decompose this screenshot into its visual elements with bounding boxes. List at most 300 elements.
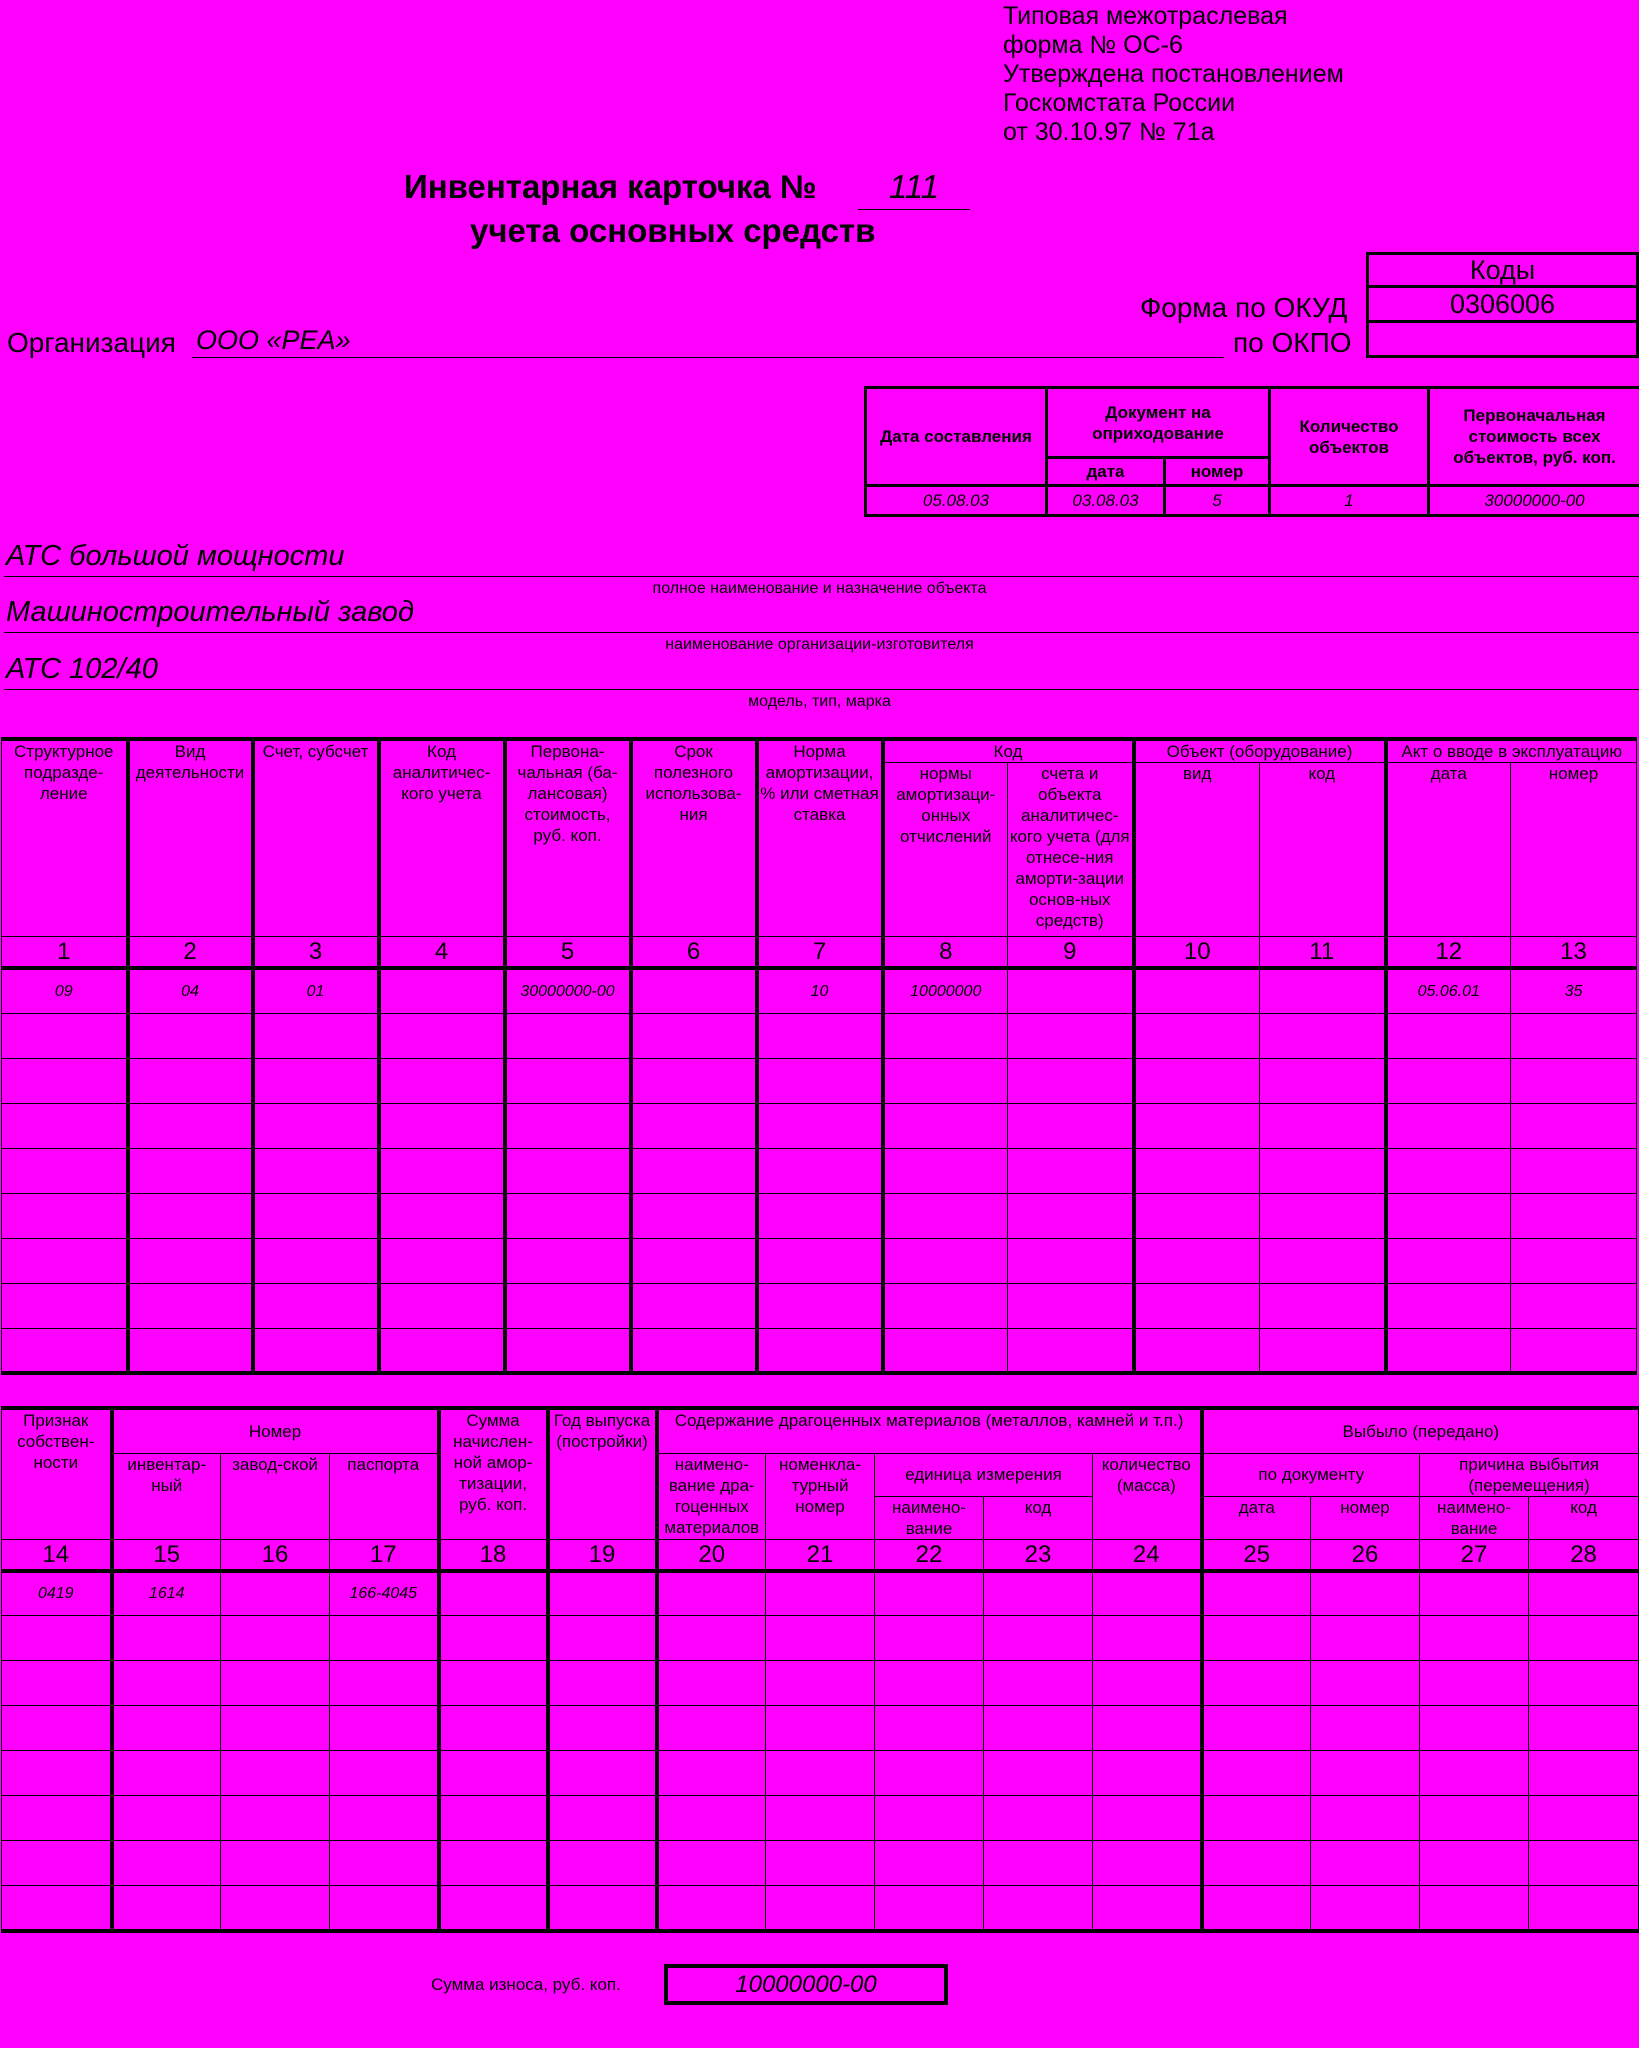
table-cell [766, 1616, 875, 1661]
table-cell [631, 1238, 757, 1283]
title-line2: учета основных средств [470, 212, 876, 249]
table-cell [112, 1886, 221, 1931]
table-row [2, 1661, 1639, 1706]
table-cell [631, 1058, 757, 1103]
t1-col-number: 1 [2, 937, 128, 969]
t2-h-out: Выбыло (передано) [1202, 1408, 1639, 1453]
table-row [2, 1058, 1637, 1103]
col-date-header: Дата составления [866, 388, 1047, 486]
t1-h-c5: Первона-чальная (ба-лансовая) стоимость, руб. коп. [505, 739, 631, 937]
table-cell [1202, 1841, 1311, 1886]
table-cell [1008, 1103, 1134, 1148]
t1-h-kod: Код [883, 739, 1134, 763]
table-cell [1386, 1238, 1511, 1283]
table-cell [2, 1103, 128, 1148]
table-cell [548, 1886, 657, 1931]
t1-col-number: 13 [1511, 937, 1637, 969]
t2-h-c26: номер [1311, 1496, 1420, 1539]
table-row [2, 1706, 1639, 1751]
table-cell [1529, 1796, 1639, 1841]
table-cell [1311, 1886, 1420, 1931]
table-cell [112, 1751, 221, 1796]
col-doc-header: Документ на оприходование [1047, 388, 1270, 458]
table-row [2, 1571, 1639, 1616]
table-cell [657, 1841, 766, 1886]
t2-col-number: 20 [657, 1539, 766, 1571]
table-cell [1134, 1148, 1260, 1193]
table-cell [1260, 968, 1386, 1013]
table-row [2, 1193, 1637, 1238]
table-cell [1420, 1796, 1529, 1841]
object-model-caption: модель, тип, марка [748, 693, 891, 710]
table-cell [657, 1751, 766, 1796]
t2-col-number: 25 [1202, 1539, 1311, 1571]
table-cell [253, 1058, 379, 1103]
table-cell: 04 [128, 968, 253, 1013]
table-cell [2, 1706, 112, 1751]
table-cell [1134, 1103, 1260, 1148]
t2-h-c15: инвентар-ный [112, 1453, 221, 1539]
table-cell [766, 1841, 875, 1886]
t2-h-c14: Признак собствен-ности [2, 1408, 112, 1539]
table-cell [1386, 1328, 1511, 1373]
table-cell [2, 1238, 128, 1283]
t2-col-number: 14 [2, 1539, 112, 1571]
table-cell: 10 [757, 968, 883, 1013]
table-cell [2, 1058, 128, 1103]
table-cell [1511, 1103, 1637, 1148]
t1-h-c9: счета и объекта аналитичес-кого учета (для отнесе-ния аморти-зации основ-ных средств) [1008, 763, 1134, 937]
codes-header: Коды [1368, 254, 1638, 287]
table-cell [1260, 1058, 1386, 1103]
table-cell [1134, 1193, 1260, 1238]
t1-h-obj: Объект (оборудование) [1134, 739, 1386, 763]
table-row [2, 1841, 1639, 1886]
t1-col-number: 4 [379, 937, 505, 969]
t1-col-number: 2 [128, 937, 253, 969]
table-cell [330, 1616, 439, 1661]
table-cell [1511, 1193, 1637, 1238]
t2-h-c28: код [1529, 1496, 1639, 1539]
table-cell [505, 1013, 631, 1058]
table-cell [253, 1238, 379, 1283]
table-cell [631, 1283, 757, 1328]
table-cell: 05.06.01 [1386, 968, 1511, 1013]
header-line: от 30.10.97 № 71а [1003, 118, 1215, 146]
table-cell [1008, 1238, 1134, 1283]
t2-col-number: 27 [1420, 1539, 1529, 1571]
table-cell [330, 1661, 439, 1706]
table-cell [766, 1661, 875, 1706]
header-line: форма № ОС-6 [1003, 31, 1183, 59]
table-cell [1008, 1148, 1134, 1193]
table-cell [439, 1661, 548, 1706]
header-line: Утверждена постановлением [1003, 60, 1344, 88]
table-cell [1008, 1283, 1134, 1328]
table-cell [2, 1013, 128, 1058]
table-cell [112, 1661, 221, 1706]
t2-h-c17: паспорта [330, 1453, 439, 1539]
table-row [2, 1148, 1637, 1193]
table-cell [757, 1283, 883, 1328]
table-cell [1134, 968, 1260, 1013]
table-cell [1511, 1238, 1637, 1283]
wear-label: Сумма износа, руб. коп. [431, 1975, 621, 1994]
table-cell [221, 1796, 330, 1841]
object-name-caption: полное наименование и назначение объекта [652, 580, 987, 597]
table-cell: 0419 [2, 1571, 112, 1616]
table-cell [1420, 1661, 1529, 1706]
t1-col-number: 5 [505, 937, 631, 969]
table-cell [505, 1238, 631, 1283]
table-cell [1093, 1661, 1202, 1706]
t2-h-c20: наимено-вание дра-гоценных материалов [657, 1453, 766, 1539]
table-cell [631, 1148, 757, 1193]
table-cell [2, 1283, 128, 1328]
table-cell [128, 1103, 253, 1148]
table-cell [1529, 1751, 1639, 1796]
table-cell [631, 1103, 757, 1148]
object-maker-underline [4, 632, 1639, 633]
table-cell [1511, 1328, 1637, 1373]
table-cell [875, 1661, 984, 1706]
table-row [2, 1328, 1637, 1373]
table-cell [1008, 968, 1134, 1013]
doc-docnum-value: 5 [1165, 486, 1270, 516]
table-cell [1260, 1193, 1386, 1238]
table-cell [379, 1193, 505, 1238]
table-cell [1529, 1706, 1639, 1751]
table-cell [379, 1238, 505, 1283]
table-cell [883, 1013, 1008, 1058]
table-cell [1260, 1283, 1386, 1328]
table-cell [1008, 1013, 1134, 1058]
table-cell [1529, 1841, 1639, 1886]
table-cell [221, 1616, 330, 1661]
table-cell [1093, 1706, 1202, 1751]
table-cell [766, 1571, 875, 1616]
t2-col-number: 15 [112, 1539, 221, 1571]
table-cell [1529, 1616, 1639, 1661]
table-cell [1093, 1796, 1202, 1841]
t2-h-c27: наимено-вание [1420, 1496, 1529, 1539]
table-cell [1420, 1706, 1529, 1751]
table-cell [657, 1706, 766, 1751]
table-cell [757, 1328, 883, 1373]
table-cell: 09 [2, 968, 128, 1013]
table-cell [631, 1193, 757, 1238]
t1-h-c11: код [1260, 763, 1386, 937]
table-cell [1093, 1841, 1202, 1886]
t2-h-c25: дата [1202, 1496, 1311, 1539]
table-cell [1386, 1283, 1511, 1328]
table-cell [1386, 1058, 1511, 1103]
table-cell [1420, 1841, 1529, 1886]
object-maker: Машиностроительный завод [6, 596, 414, 628]
table-cell: 166-4045 [330, 1571, 439, 1616]
table-cell [1202, 1706, 1311, 1751]
wear-value: 10000000-00 [664, 1964, 948, 2005]
t1-col-number: 7 [757, 937, 883, 969]
table-cell [221, 1886, 330, 1931]
t2-col-number: 19 [548, 1539, 657, 1571]
table-cell [631, 1328, 757, 1373]
table-cell [757, 1148, 883, 1193]
table-cell [757, 1058, 883, 1103]
table-cell [439, 1796, 548, 1841]
t2-col-number: 17 [330, 1539, 439, 1571]
t1-col-number: 9 [1008, 937, 1134, 969]
table-cell [330, 1841, 439, 1886]
table-cell [1202, 1616, 1311, 1661]
table-cell [112, 1616, 221, 1661]
doc-docdate-value: 03.08.03 [1047, 486, 1165, 516]
table-cell [112, 1706, 221, 1751]
table-cell [221, 1661, 330, 1706]
table-cell [2, 1796, 112, 1841]
object-name-underline [4, 576, 1639, 577]
table-cell [439, 1751, 548, 1796]
table-cell [657, 1661, 766, 1706]
table-cell [1511, 1013, 1637, 1058]
table-cell [766, 1751, 875, 1796]
title-prefix: Инвентарная карточка № [404, 168, 817, 205]
table-cell [766, 1886, 875, 1931]
main-table-2 [1, 1406, 1639, 1933]
table-cell [1093, 1571, 1202, 1616]
table-cell [112, 1841, 221, 1886]
table-cell [1386, 1193, 1511, 1238]
col-doc-num-header: номер [1165, 458, 1270, 486]
table-cell [1093, 1751, 1202, 1796]
table-cell [2, 1616, 112, 1661]
t1-h-act: Акт о вводе в эксплуатацию [1386, 739, 1637, 763]
t2-h-unit: единица измерения [875, 1453, 1093, 1496]
table-cell [548, 1751, 657, 1796]
table-cell [2, 1193, 128, 1238]
table-cell [1511, 1058, 1637, 1103]
table-cell [1134, 1058, 1260, 1103]
table-cell [984, 1571, 1093, 1616]
t1-col-number: 8 [883, 937, 1008, 969]
table-cell [1008, 1193, 1134, 1238]
table-cell [1260, 1148, 1386, 1193]
t1-h-c13: номер [1511, 763, 1637, 937]
table-cell [221, 1571, 330, 1616]
object-model: АТС 102/40 [6, 653, 158, 685]
table-row [2, 1751, 1639, 1796]
table-cell [1260, 1238, 1386, 1283]
table-cell [883, 1328, 1008, 1373]
table-cell [1134, 1013, 1260, 1058]
table-cell [757, 1193, 883, 1238]
col-cost-header: Первоначальная стоимость всех объектов, руб. коп. [1429, 388, 1639, 486]
table-cell [128, 1148, 253, 1193]
table-cell [875, 1886, 984, 1931]
card-number: 111 [858, 168, 970, 210]
table-cell [2, 1661, 112, 1706]
table-cell [1529, 1661, 1639, 1706]
table-cell [1134, 1238, 1260, 1283]
t1-col-number: 10 [1134, 937, 1260, 969]
table-row [2, 968, 1637, 1013]
table-cell [379, 1328, 505, 1373]
document-table [864, 386, 1639, 517]
table-cell [1311, 1571, 1420, 1616]
table-row [2, 1238, 1637, 1283]
table-cell [757, 1238, 883, 1283]
table-cell [253, 1283, 379, 1328]
table-cell [1311, 1616, 1420, 1661]
table-cell: 30000000-00 [505, 968, 631, 1013]
table-cell [1311, 1751, 1420, 1796]
table-cell [875, 1616, 984, 1661]
table-cell [1202, 1571, 1311, 1616]
t1-col-number: 12 [1386, 937, 1511, 969]
table-cell [548, 1616, 657, 1661]
t2-h-bydoc: по документу [1202, 1453, 1420, 1496]
table-cell [379, 1148, 505, 1193]
table-cell [1386, 1103, 1511, 1148]
table-row [2, 1283, 1637, 1328]
table-cell [1386, 1148, 1511, 1193]
t2-h-reason: причина выбытия (перемещения) [1420, 1453, 1639, 1496]
table-row [2, 1616, 1639, 1661]
object-model-underline [4, 689, 1639, 690]
table-cell [505, 1058, 631, 1103]
table-cell [875, 1706, 984, 1751]
t2-col-number: 16 [221, 1539, 330, 1571]
table-cell [1008, 1328, 1134, 1373]
table-cell [1420, 1616, 1529, 1661]
table-row [2, 1103, 1637, 1148]
table-cell [883, 1148, 1008, 1193]
organization-value: ООО «РЕА» [192, 325, 1224, 358]
t2-h-c24: количество (масса) [1093, 1453, 1202, 1539]
table-cell [548, 1661, 657, 1706]
object-name: АТС большой мощности [6, 540, 345, 572]
t1-h-c2: Вид деятельности [128, 739, 253, 937]
table-cell [631, 1013, 757, 1058]
table-cell [1529, 1571, 1639, 1616]
table-cell [1202, 1886, 1311, 1931]
t2-col-number: 21 [766, 1539, 875, 1571]
table-cell [1511, 1148, 1637, 1193]
table-cell [883, 1103, 1008, 1148]
t1-col-number: 6 [631, 937, 757, 969]
table-cell [1420, 1751, 1529, 1796]
table-cell [657, 1796, 766, 1841]
t1-col-number: 11 [1260, 937, 1386, 969]
t2-h-c22: наимено-вание [875, 1496, 984, 1539]
table-cell [548, 1841, 657, 1886]
okud-label: Форма по ОКУД [1140, 292, 1348, 323]
table-cell [883, 1238, 1008, 1283]
t2-h-c18: Сумма начислен-ной амор-тизации, руб. коп. [439, 1408, 548, 1539]
t1-h-c8: нормы амортизаци-онных отчислений [883, 763, 1008, 937]
table-cell [657, 1616, 766, 1661]
table-cell [1260, 1328, 1386, 1373]
table-cell [439, 1886, 548, 1931]
table-cell [1420, 1886, 1529, 1931]
table-cell [875, 1841, 984, 1886]
table-cell [1511, 1283, 1637, 1328]
table-cell [548, 1571, 657, 1616]
t1-h-c10: вид [1134, 763, 1260, 937]
t2-h-c19: Год выпуска (постройки) [548, 1408, 657, 1539]
table-cell [984, 1706, 1093, 1751]
t1-h-c3: Счет, субсчет [253, 739, 379, 937]
t2-col-number: 23 [984, 1539, 1093, 1571]
table-cell [2, 1841, 112, 1886]
table-cell [757, 1103, 883, 1148]
table-cell [1311, 1706, 1420, 1751]
table-cell [330, 1706, 439, 1751]
t2-col-number: 22 [875, 1539, 984, 1571]
table-cell [1260, 1013, 1386, 1058]
table-cell [984, 1751, 1093, 1796]
table-cell: 01 [253, 968, 379, 1013]
t2-h-c16: завод-ской [221, 1453, 330, 1539]
table-cell: 35 [1511, 968, 1637, 1013]
table-cell [1386, 1013, 1511, 1058]
table-cell [253, 1328, 379, 1373]
table-cell [984, 1886, 1093, 1931]
table-cell [439, 1841, 548, 1886]
table-cell [505, 1103, 631, 1148]
table-cell [1311, 1796, 1420, 1841]
t1-h-c7: Норма амортизации, % или сметная ставка [757, 739, 883, 937]
table-cell [128, 1193, 253, 1238]
table-cell [1202, 1751, 1311, 1796]
header-line: Госкомстата России [1003, 89, 1236, 117]
table-cell [379, 1058, 505, 1103]
table-cell [875, 1796, 984, 1841]
table-cell [1202, 1796, 1311, 1841]
table-cell [883, 1283, 1008, 1328]
t2-h-c21: номенкла-турный номер [766, 1453, 875, 1539]
table-cell [379, 1013, 505, 1058]
table-cell [128, 1058, 253, 1103]
t2-col-number: 26 [1311, 1539, 1420, 1571]
table-cell [253, 1193, 379, 1238]
table-cell [757, 1013, 883, 1058]
table-cell [984, 1661, 1093, 1706]
okpo-label: по ОКПО [1233, 327, 1352, 358]
table-cell: 1614 [112, 1571, 221, 1616]
table-cell [1260, 1103, 1386, 1148]
table-cell [505, 1283, 631, 1328]
table-cell [128, 1328, 253, 1373]
table-cell [1202, 1661, 1311, 1706]
table-cell [128, 1013, 253, 1058]
table-cell [766, 1706, 875, 1751]
table-cell [2, 1751, 112, 1796]
table-row [2, 1013, 1637, 1058]
table-row [2, 1796, 1639, 1841]
table-cell [330, 1886, 439, 1931]
doc-qty-value: 1 [1270, 486, 1429, 516]
object-maker-caption: наименование организации-изготовителя [665, 636, 974, 653]
table-cell [505, 1193, 631, 1238]
table-cell [1008, 1058, 1134, 1103]
table-cell [1420, 1571, 1529, 1616]
table-cell [2, 1886, 112, 1931]
table-cell [128, 1238, 253, 1283]
table-cell [379, 968, 505, 1013]
t1-h-c1: Структурное подразде-ление [2, 739, 128, 937]
table-cell [2, 1328, 128, 1373]
